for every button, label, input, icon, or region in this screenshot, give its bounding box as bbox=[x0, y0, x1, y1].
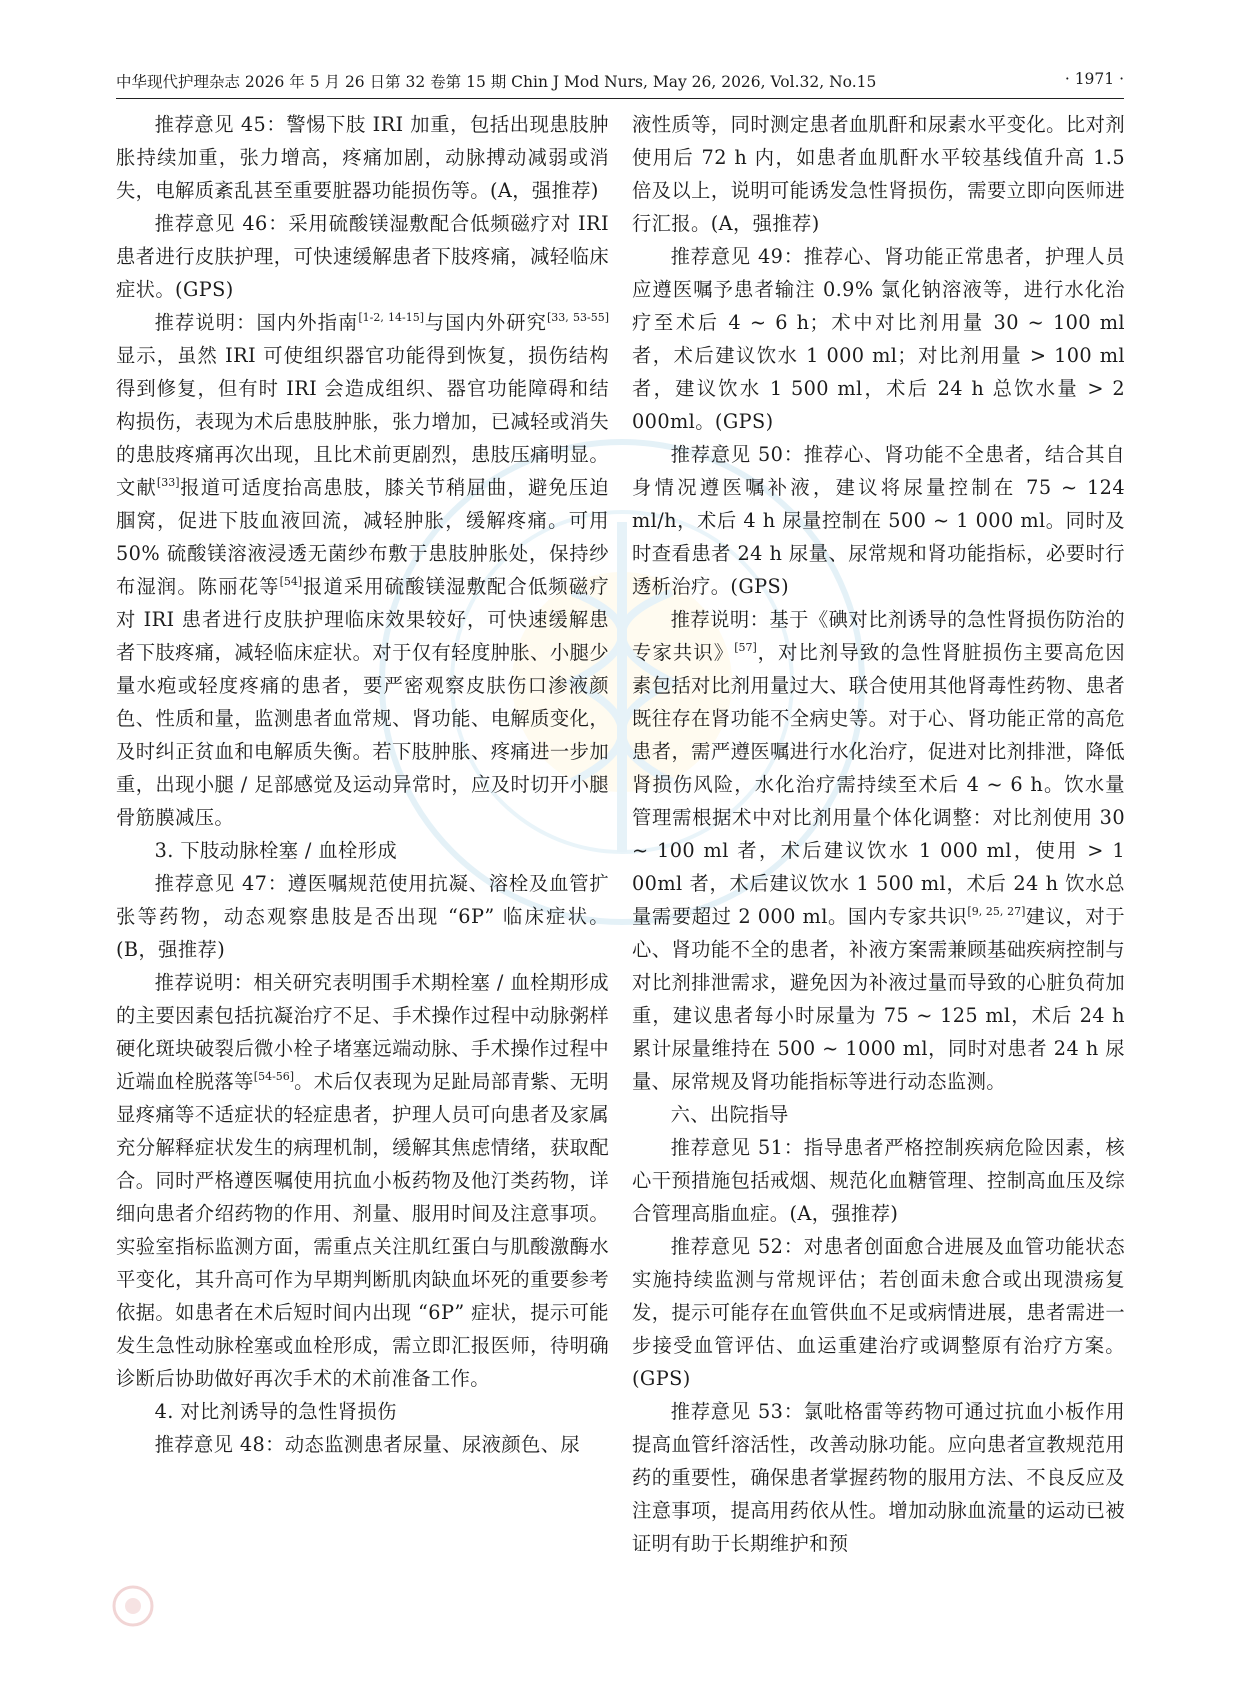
publisher-logo bbox=[112, 1585, 154, 1627]
text-run: 推荐说明：基于《碘对比剂诱导的急性肾损伤防治的专家共识》 bbox=[632, 608, 1125, 664]
text-run: 。术后仅表现为足趾局部青紫、无明显疼痛等不适症状的轻症患者，护理人员可向患者及家属充分解释症状发生的病理机制，缓解其焦虑情绪，获取配合。同时严格遵医嘱使用抗血小板药物及他汀类药物，详细向患者介绍药物的作用、剂量、服用时间及注意事项。实验室指标监测方面，需重点关注肌红蛋白与肌酸激酶水平变化，其升高可作为早期判断肌肉缺血坏死的重要参考依据。如患者在术后短时间内出现 “6P” 症状，提示可能发生急性动脉栓塞或血栓形成，需立即汇报医师，待明确诊断后协助做好再次手术的术前准备工作。 bbox=[116, 1070, 609, 1390]
paragraph: 推荐意见 45：警惕下肢 IRI 加重，包括出现患肢肿胀持续加重，张力增高，疼痛加剧，动脉搏动减弱或消失，电解质紊乱甚至重要脏器功能损伤等。(A，强推荐) bbox=[116, 113, 609, 202]
right-column bbox=[632, 108, 1125, 1560]
citation-ref: [33, 53-55] bbox=[547, 311, 609, 324]
text-run: 与国内外研究 bbox=[424, 311, 548, 334]
text-run: 建议，对于心、肾功能不全的患者，补液方案需兼顾基础疾病控制与对比剂排泄需求，避免因为补液过量而导致的心脏负荷加重，建议患者每小时尿量为 75 ~ 125 ml，术后 24 h 累计尿量维持在 500 ~ 1000 ml，同时对患者 24 h 尿量、尿常规及肾功能指标等进行动态监测。 bbox=[632, 905, 1126, 1093]
citation-ref: [54-56] bbox=[253, 1070, 295, 1083]
citation-ref: [33] bbox=[156, 476, 180, 489]
text-run: 报道可适度抬高患肢，膝关节稍屈曲，避免压迫腘窝，促进下肢血液回流，减轻肿胀，缓解疼痛。可用 50% 硫酸镁溶液浸透无菌纱布敷于患肢肿胀处，保持纱布湿润。陈丽花等 bbox=[116, 476, 609, 598]
page-number: · 1971 · bbox=[1064, 70, 1124, 88]
paragraph: 推荐意见 53：氯吡格雷等药物可通过抗血小板作用提高血管纤溶活性，改善动脉功能。应向患者宣教规范用药的重要性，确保患者掌握药物的服用方法、不良反应及注意事项，提高用药依从性。增加动脉血流量的运动已被证明有助于长期维护和预 bbox=[632, 1400, 1125, 1555]
paragraph bbox=[116, 306, 609, 834]
left-column bbox=[116, 108, 609, 1461]
section-heading: 3. 下肢动脉栓塞 / 血栓形成 bbox=[154, 839, 398, 862]
citation-ref: [54] bbox=[279, 575, 303, 588]
paragraph: 推荐意见 51：指导患者严格控制疾病危险因素，核心干预措施包括戒烟、规范化血糖管理、控制高血压及综合管理高脂血症。(A，强推荐) bbox=[632, 1136, 1125, 1225]
text-run: 报道采用硫酸镁湿敷配合低频磁疗对 IRI 患者进行皮肤护理临床效果较好，可快速缓解患者下肢疼痛，减轻临床症状。对于仅有轻度肿胀、小腿少量水疱或轻度疼痛的患者，要严密观察皮肤伤口渗液颜色、性质和量，监测患者血常规、肾功能、电解质变化，及时纠正贫血和电解质失衡。若下肢肿胀、疼痛进一步加重，出现小腿 / 足部感觉及运动异常时，应及时切开小腿骨筋膜减压。 bbox=[116, 575, 610, 829]
paragraph: 推荐意见 52：对患者创面愈合进展及血管功能状态实施持续监测与常规评估；若创面未愈合或出现溃疡复发，提示可能存在血管供血不足或病情进展，患者需进一步接受血管评估、血运重建治疗或调整原有治疗方案。(GPS) bbox=[632, 1235, 1125, 1390]
citation-ref: [57] bbox=[734, 641, 757, 654]
paragraph-continued: 液性质等，同时测定患者血肌酐和尿素水平变化。比对剂使用后 72 h 内，如患者血肌酐水平较基线值升高 1.5 倍及以上，说明可能诱发急性肾损伤，需要立即向医师进行汇报。(A，强推荐) bbox=[632, 113, 1125, 235]
paragraph bbox=[632, 603, 1125, 1098]
paragraph: 推荐意见 48：动态监测患者尿量、尿液颜色、尿 bbox=[154, 1433, 581, 1456]
text-run: ，对比剂导致的急性肾脏损伤主要高危因素包括对比剂用量过大、联合使用其他肾毒性药物、患者既往存在肾功能不全病史等。对于心、肾功能正常的高危患者，需严遵医嘱进行水化治疗，促进对比剂排泄，降低肾损伤风险，水化治疗需持续至术后 4 ~ 6 h。饮水量管理需根据术中对比剂用量个体化调整：对比剂使用 30 ~ 100 ml 者，术后建议饮水 1 000 ml，使用 > 1 00ml 者，术后建议饮水 1 500 ml，术后 24 h 饮水总量需要超过 2 000 ml。国内专家共识 bbox=[632, 641, 1125, 928]
section-heading: 4. 对比剂诱导的急性肾损伤 bbox=[154, 1400, 397, 1423]
text-run: 推荐说明：相关研究表明围手术期栓塞 / 血栓期形成的主要因素包括抗凝治疗不足、手术操作过程中动脉粥样硬化斑块破裂后微小栓子堵塞远端动脉、手术操作过程中近端血栓脱落等 bbox=[116, 971, 609, 1093]
text-run: 显示，虽然 IRI 可使组织器官功能得到恢复，损伤结构得到修复，但有时 IRI 会造成组织、器官功能障碍和结构损伤，表现为术后患肢肿胀，张力增加，已减轻或消失的患肢疼痛再次出现，且比术前更剧烈，患肢压痛明显。文献 bbox=[116, 344, 609, 499]
paragraph bbox=[116, 966, 609, 1395]
journal-citation: 中华现代护理杂志 2026 年 5 月 26 日第 32 卷第 15 期 Chin J Mod Nurs, May 26, 2026, Vol.32, No.15 bbox=[116, 73, 877, 91]
paragraph: 推荐意见 49：推荐心、肾功能正常患者，护理人员应遵医嘱予患者输注 0.9% 氯化钠溶液等，进行水化治疗至术后 4 ~ 6 h；术中对比剂用量 30 ~ 100 ml 者，术后建议饮水 1 000 ml；对比剂用量 > 100 ml 者，建议饮水 1 500 ml，术后 24 h 总饮水量 > 2 000ml。(GPS) bbox=[632, 245, 1125, 433]
citation-ref: [9, 25, 27] bbox=[967, 905, 1026, 918]
paragraph: 推荐意见 47：遵医嘱规范使用抗凝、溶栓及血管扩张等药物，动态观察患肢是否出现 “6P” 临床症状。(B，强推荐) bbox=[116, 872, 609, 961]
text-run: 推荐说明：国内外指南 bbox=[154, 311, 359, 334]
section-heading: 六、出院指导 bbox=[670, 1103, 789, 1126]
citation-ref: [1-2, 14-15] bbox=[358, 311, 425, 324]
paragraph: 推荐意见 50：推荐心、肾功能不全患者，结合其自身情况遵医嘱补液，建议将尿量控制在 75 ~ 124 ml/h，术后 4 h 尿量控制在 500 ~ 1 000 ml。同时及时查看患者 24 h 尿量、尿常规和肾功能指标，必要时行透析治疗。(GPS) bbox=[632, 443, 1125, 598]
running-header bbox=[116, 68, 1124, 99]
paragraph: 推荐意见 46：采用硫酸镁湿敷配合低频磁疗对 IRI 患者进行皮肤护理，可快速缓解患者下肢疼痛，减轻临床症状。(GPS) bbox=[116, 212, 609, 301]
